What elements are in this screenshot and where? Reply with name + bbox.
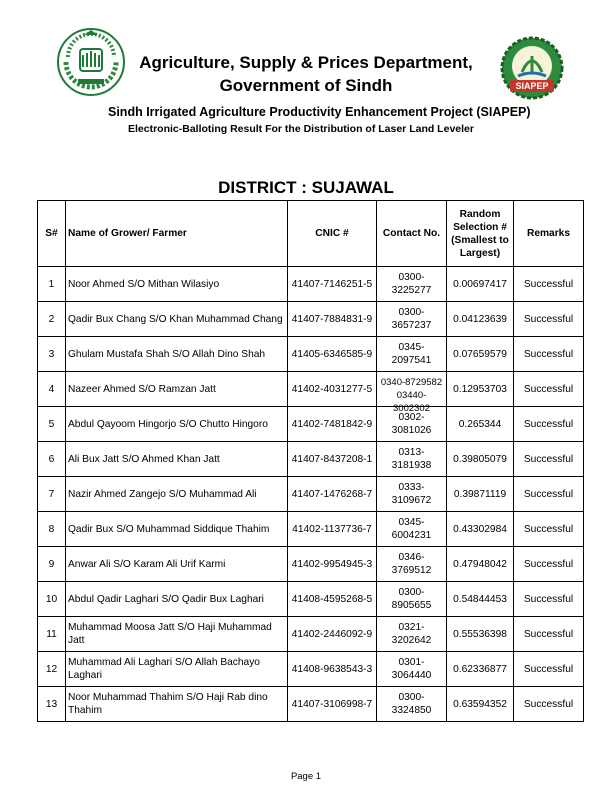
row-random-selection: 0.39871119 — [447, 477, 514, 512]
row-sn: 8 — [38, 512, 66, 547]
row-contact: 0313-3181938 — [377, 442, 447, 477]
header-cnic: CNIC # — [288, 201, 377, 267]
row-remarks: Successful — [514, 442, 584, 477]
row-random-selection: 0.12953703 — [447, 372, 514, 407]
row-cnic: 41402-7481842-9 — [288, 407, 377, 442]
row-cnic: 41407-3106998-7 — [288, 687, 377, 722]
row-sn: 12 — [38, 652, 66, 687]
row-random-selection: 0.47948042 — [447, 547, 514, 582]
table-header-row — [38, 201, 584, 267]
row-contact: 0345-2097541 — [377, 337, 447, 372]
row-remarks: Successful — [514, 617, 584, 652]
row-random-selection: 0.04123639 — [447, 302, 514, 337]
row-cnic: 41405-6346585-9 — [288, 337, 377, 372]
row-cnic: 41407-1476268-7 — [288, 477, 377, 512]
row-sn: 4 — [38, 372, 66, 407]
header-contact: Contact No. — [377, 201, 447, 267]
row-random-selection: 0.39805079 — [447, 442, 514, 477]
table-row — [38, 372, 584, 407]
row-sn: 2 — [38, 302, 66, 337]
row-remarks: Successful — [514, 337, 584, 372]
row-grower-name: Qadir Bux Chang S/O Khan Muhammad Chang — [66, 302, 288, 337]
row-remarks: Successful — [514, 372, 584, 407]
row-random-selection: 0.62336877 — [447, 652, 514, 687]
table-row — [38, 547, 584, 582]
row-random-selection: 0.54844453 — [447, 582, 514, 617]
row-cnic: 41407-7146251-5 — [288, 267, 377, 302]
page-number: Page 1 — [290, 771, 322, 782]
row-sn: 6 — [38, 442, 66, 477]
row-cnic: 41408-9638543-3 — [288, 652, 377, 687]
row-contact: 0346-3769512 — [377, 547, 447, 582]
row-grower-name: Muhammad Moosa Jatt S/O Haji Muhammad Jatt — [66, 617, 288, 652]
row-contact: 0300-3657237 — [377, 302, 447, 337]
row-remarks: Successful — [514, 407, 584, 442]
row-random-selection: 0.43302984 — [447, 512, 514, 547]
row-remarks: Successful — [514, 267, 584, 302]
row-contact: 0333-3109672 — [377, 477, 447, 512]
row-grower-name: Ghulam Mustafa Shah S/O Allah Dino Shah — [66, 337, 288, 372]
row-random-selection: 0.265344 — [447, 407, 514, 442]
row-remarks: Successful — [514, 477, 584, 512]
table-row — [38, 442, 584, 477]
row-cnic: 41402-1137736-7 — [288, 512, 377, 547]
row-random-selection: 0.63594352 — [447, 687, 514, 722]
row-sn: 13 — [38, 687, 66, 722]
row-grower-name: Ali Bux Jatt S/O Ahmed Khan Jatt — [66, 442, 288, 477]
header-sn: S# — [38, 201, 66, 267]
row-random-selection: 0.00697417 — [447, 267, 514, 302]
table-row — [38, 337, 584, 372]
table-row — [38, 582, 584, 617]
department-title: Agriculture, Supply & Prices Department, — [139, 53, 473, 72]
table-row — [38, 267, 584, 302]
table-row — [38, 512, 584, 547]
header-random-selection: Random Selection # (Smallest to Largest) — [447, 201, 514, 267]
government-title: Government of Sindh — [219, 76, 393, 95]
row-random-selection: 0.55536398 — [447, 617, 514, 652]
row-sn: 9 — [38, 547, 66, 582]
row-cnic: 41402-9954945-3 — [288, 547, 377, 582]
row-sn: 5 — [38, 407, 66, 442]
row-grower-name: Abdul Qadir Laghari S/O Qadir Bux Laghari — [66, 582, 288, 617]
district-heading: DISTRICT : SUJAWAL — [218, 178, 394, 197]
row-cnic: 41407-7884831-9 — [288, 302, 377, 337]
row-contact: 0345-6004231 — [377, 512, 447, 547]
row-contact: 0301-3064440 — [377, 652, 447, 687]
project-title: Sindh Irrigated Agriculture Productivity Enhancement Project (SIAPEP) — [108, 105, 531, 119]
siapep-logo-text: SIAPEP — [515, 81, 549, 91]
row-sn: 1 — [38, 267, 66, 302]
row-cnic: 41402-2446092-9 — [288, 617, 377, 652]
row-grower-name: Abdul Qayoom Hingorjo S/O Chutto Hingoro — [66, 407, 288, 442]
row-contact: 0300-8905655 — [377, 582, 447, 617]
row-grower-name: Anwar Ali S/O Karam Ali Urif Karmi — [66, 547, 288, 582]
row-remarks: Successful — [514, 582, 584, 617]
row-contact-secondary: 03440-3002302 — [393, 390, 430, 414]
table-row — [38, 407, 584, 442]
row-contact: 0300-3324850 — [377, 687, 447, 722]
header-remarks: Remarks — [514, 201, 584, 267]
row-remarks: Successful — [514, 652, 584, 687]
row-sn: 3 — [38, 337, 66, 372]
document-subtitle: Electronic-Balloting Result For the Distribution of Laser Land Leveler — [128, 123, 474, 135]
row-grower-name: Nazeer Ahmed S/O Ramzan Jatt — [66, 372, 288, 407]
row-sn: 10 — [38, 582, 66, 617]
row-grower-name: Qadir Bux S/O Muhammad Siddique Thahim — [66, 512, 288, 547]
row-sn: 11 — [38, 617, 66, 652]
row-remarks: Successful — [514, 547, 584, 582]
results-table — [37, 200, 584, 722]
table-row — [38, 617, 584, 652]
row-contact: 0300-3225277 — [377, 267, 447, 302]
header-name: Name of Grower/ Farmer — [66, 201, 288, 267]
table-row — [38, 687, 584, 722]
row-cnic: 41407-8437208-1 — [288, 442, 377, 477]
row-contact: 0302-3081026 — [377, 407, 447, 442]
row-grower-name: Noor Ahmed S/O Mithan Wilasiyo — [66, 267, 288, 302]
row-contact — [377, 372, 447, 414]
row-grower-name: Noor Muhammad Thahim S/O Haji Rab dino Thahim — [66, 687, 288, 722]
row-sn: 7 — [38, 477, 66, 512]
table-row — [38, 302, 584, 337]
row-remarks: Successful — [514, 687, 584, 722]
row-contact: 0321-3202642 — [377, 617, 447, 652]
table-row — [38, 477, 584, 512]
row-random-selection: 0.07659579 — [447, 337, 514, 372]
row-grower-name: Muhammad Ali Laghari S/O Allah Bachayo Laghari — [66, 652, 288, 687]
row-remarks: Successful — [514, 302, 584, 337]
row-cnic: 41402-4031277-5 — [288, 372, 377, 407]
row-grower-name: Nazir Ahmed Zangejo S/O Muhammad Ali — [66, 477, 288, 512]
table-row — [38, 652, 584, 687]
row-remarks: Successful — [514, 512, 584, 547]
row-contact-primary: 0340-8729582 — [380, 377, 443, 388]
row-cnic: 41408-4595268-5 — [288, 582, 377, 617]
